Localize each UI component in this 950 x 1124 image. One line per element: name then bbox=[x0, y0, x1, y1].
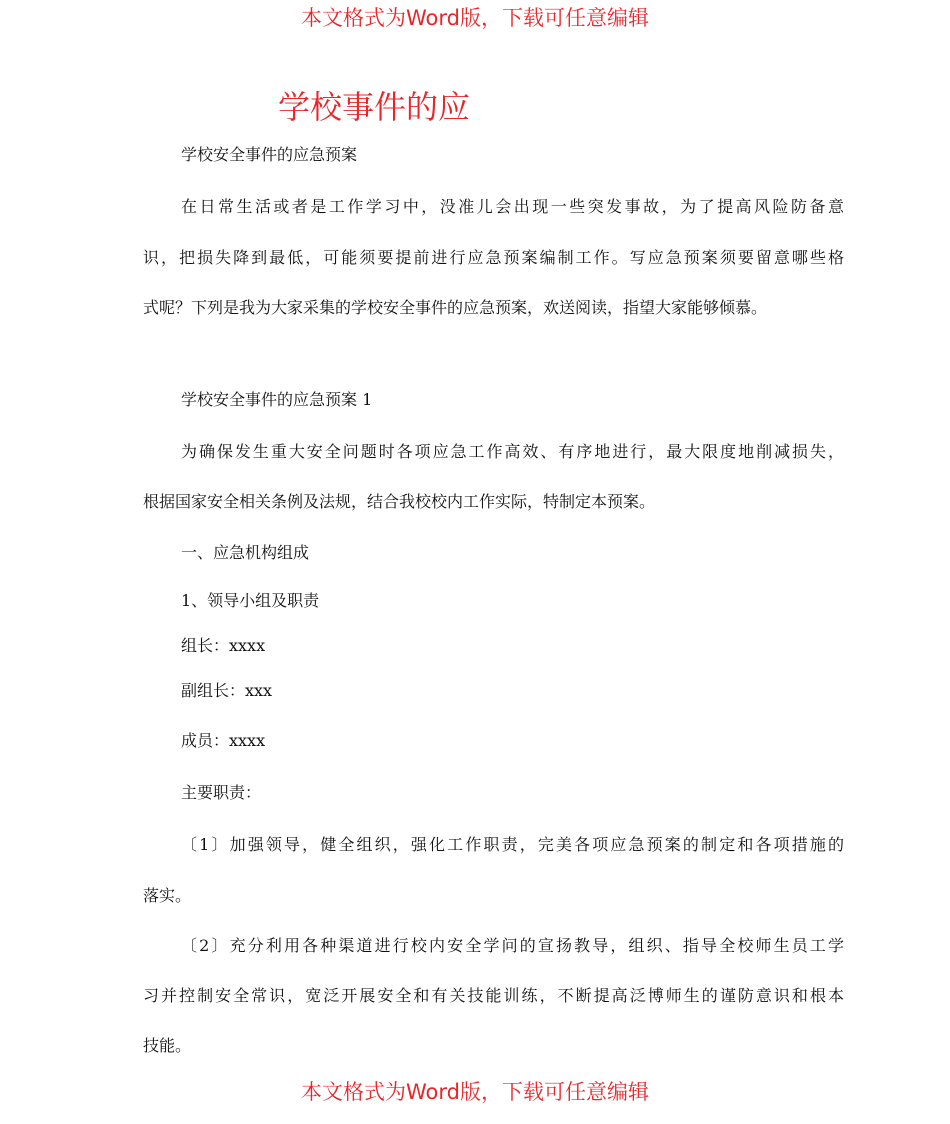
document-subtitle: 学校安全事件的应急预案 bbox=[181, 145, 358, 164]
duty-2-line-2: 习并控制安全常识，宽泛开展安全和有关技能训练，不断提高泛博师生的谨防意识和根本 bbox=[143, 986, 844, 1005]
purpose-line-1: 为确保发生重大安全问题时各项应急工作高效、有序地进行，最大限度地削减损失， bbox=[181, 442, 844, 461]
duties-label: 主要职责： bbox=[181, 783, 262, 802]
intro-line-1: 在日常生活或者是工作学习中，没准儿会出现一些突发事故，为了提高风险防备意 bbox=[181, 197, 844, 216]
intro-line-3: 式呢？下列是我为大家采集的学校安全事件的应急预案，欢送阅读，指望大家能够倾慕。 bbox=[143, 298, 768, 317]
vice-group-leader: 副组长：xxx bbox=[181, 681, 273, 700]
document-title: 学校事件的应 bbox=[278, 88, 471, 126]
intro-line-2: 识，把损失降到最低，可能须要提前进行应急预案编制工作。写应急预案须要留意哪些格 bbox=[143, 248, 844, 267]
duty-1-line-1: 〔1〕加强领导，健全组织，强化工作职责，完美各项应急预案的制定和各项措施的 bbox=[181, 835, 844, 854]
format-notice-banner-top: 本文格式为Word版，下载可任意编辑 bbox=[301, 6, 649, 30]
duty-1-line-2: 落实。 bbox=[143, 886, 192, 905]
duty-2-line-3: 技能。 bbox=[143, 1036, 192, 1055]
heading-leadership-group: 1、领导小组及职责 bbox=[181, 591, 320, 610]
heading-emergency-organization: 一、应急机构组成 bbox=[181, 543, 310, 562]
purpose-line-2: 根据国家安全相关条例及法规，结合我校校内工作实际，特制定本预案。 bbox=[143, 492, 656, 511]
group-members: 成员：xxxx bbox=[181, 731, 266, 750]
section-title-1: 学校安全事件的应急预案 1 bbox=[181, 390, 373, 409]
group-leader: 组长：xxxx bbox=[181, 636, 266, 655]
duty-2-line-1: 〔2〕充分利用各种渠道进行校内安全学问的宣扬教导，组织、指导全校师生员工学 bbox=[181, 936, 844, 955]
format-notice-banner-bottom: 本文格式为Word版，下载可任意编辑 bbox=[301, 1080, 649, 1104]
